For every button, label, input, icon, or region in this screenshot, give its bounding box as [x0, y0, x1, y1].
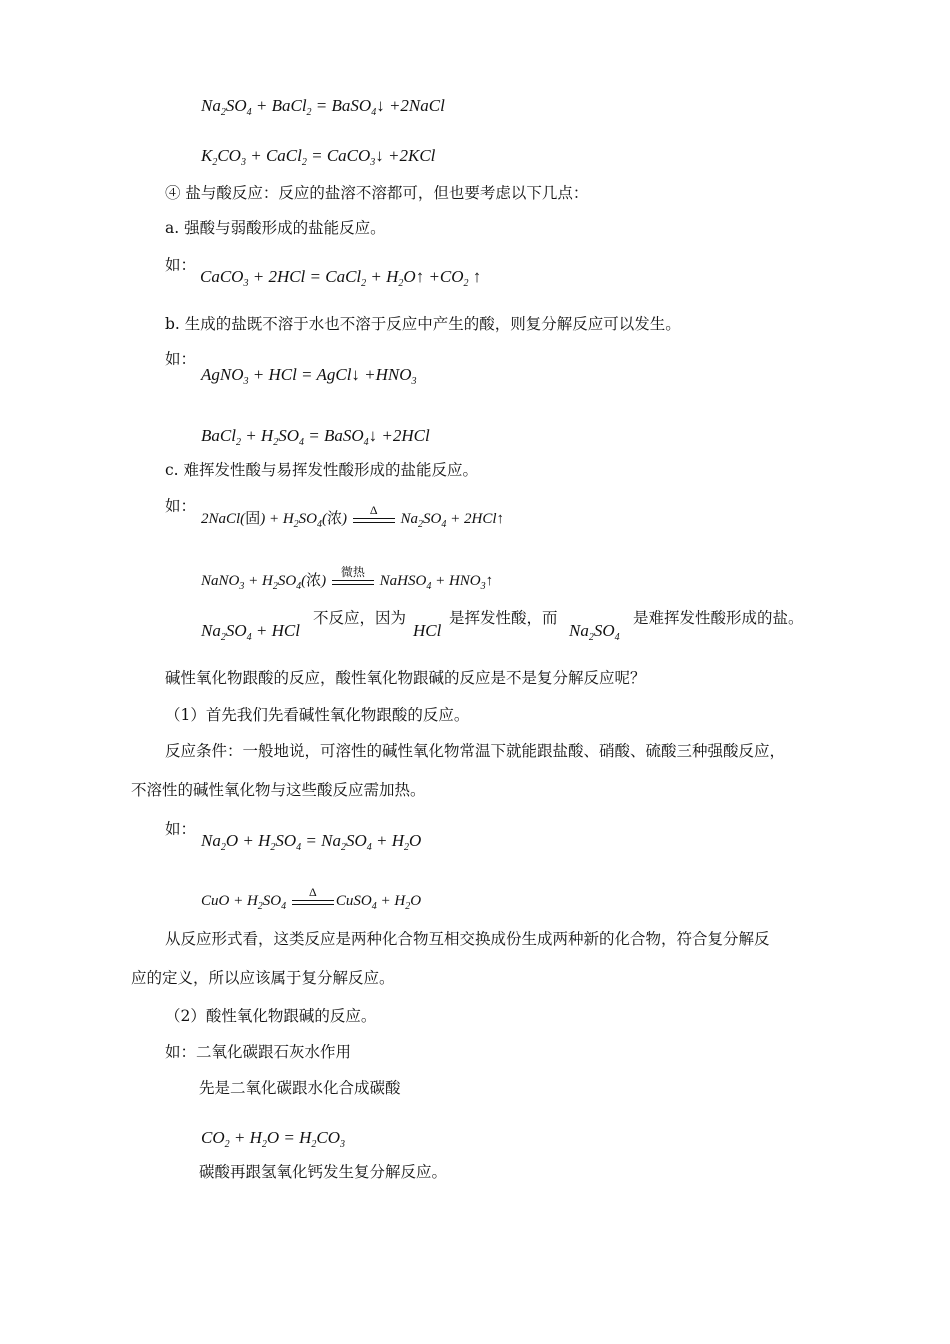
equation-nacl-h2so4: 2NaCl(固) + $H_2SO_4$(浓) Δ $Na_2SO_4$ + 2HCl↑ [201, 503, 505, 530]
reaction-condition-line2: 不溶性的碱性氧化物与这些酸反应需加热。 [131, 781, 426, 799]
equation-na2so4-hcl: $Na_2SO_4$ + HCl [201, 621, 300, 643]
section-salt-acid: ④ 盐与酸反应：反应的盐溶不溶都可，但也要考虑以下几点： [165, 184, 589, 202]
example-label: 如： [165, 497, 197, 515]
no-reaction-text: 不反应，因为 [313, 609, 407, 627]
analysis-line1: 从反应形式看，这类反应是两种化合物互相交换成份生成两种新的化合物，符合复分解反 [165, 930, 770, 948]
equation-cuo-h2so4: CuO + $H_2SO_4$ Δ CuSO$_4$ + $H_2O$ [201, 885, 422, 912]
co2-water-text: 先是二氧化碳跟水化合成碳酸 [199, 1079, 401, 1097]
equation-nano3-h2so4: NaNO$_3$ + $H_2SO_4$(浓) 微热 NaHSO$_4$ + $HNO_3↑$ [201, 565, 494, 592]
reaction-condition-line1: 反应条件：一般地说，可溶性的碱性氧化物常温下就能跟盐酸、硝酸、硫酸三种强酸反应， [165, 742, 786, 760]
subsection-2: （2）酸性氧化物跟碱的反应。 [165, 1007, 377, 1025]
equation-na2o-h2so4: $Na_2O + H_2SO_4 = Na_2SO_4 + H_2O$ [201, 831, 422, 853]
volatile-acid-text: 是挥发性酸，而 [449, 609, 558, 627]
example-label: 如： [165, 256, 197, 274]
equation-co2-h2o: $CO_2 + H_2O = H_2CO_3$ [201, 1128, 346, 1150]
subsection-1: （1）首先我们先看碱性氧化物跟酸的反应。 [165, 706, 470, 724]
equation-caco3-hcl: CaCO$_3$ + 2HCl = CaCl$_2$ + $H_2O↑ +CO_2$ ↑ [200, 267, 482, 289]
point-c: c. 难挥发性酸与易挥发性酸形成的盐能反应。 [165, 461, 479, 479]
example-label: 如： [165, 820, 197, 838]
question-line: 碱性氧化物跟酸的反应，酸性氧化物跟碱的反应是不是复分解反应呢？ [165, 669, 646, 687]
equation-na2so4-bacl2: $Na_2SO_4$ + BaCl$_2$ = BaSO$_4$↓ +2NaCl [201, 96, 445, 118]
analysis-line2: 应的定义，所以应该属于复分解反应。 [131, 969, 395, 987]
point-b: b. 生成的盐既不溶于水也不溶于反应中产生的酸，则复分解反应可以发生。 [165, 315, 681, 333]
carbonic-acid-text: 碳酸再跟氢氧化钙发生复分解反应。 [199, 1163, 448, 1181]
point-a: a. 强酸与弱酸形成的盐能反应。 [165, 219, 386, 237]
example-label: 如： [165, 350, 197, 368]
equation-bacl2-h2so4: BaCl$_2$ + $H_2SO_4$ = BaSO$_4$↓ +2HCl [201, 426, 430, 448]
example-co2-limewater: 如：二氧化碳跟石灰水作用 [165, 1043, 352, 1061]
nonvolatile-salt-text: 是难挥发性酸形成的盐。 [633, 609, 804, 627]
formula-na2so4: $Na_2SO_4$ [569, 621, 620, 643]
equation-k2co3-cacl2: $K_2CO_3$ + CaCl$_2$ = CaCO$_3$↓ +2KCl [201, 146, 436, 168]
equation-agno3-hcl: AgNO$_3$ + HCl = AgCl↓ $+HNO_3$ [201, 365, 417, 387]
formula-hcl: HCl [413, 621, 442, 640]
